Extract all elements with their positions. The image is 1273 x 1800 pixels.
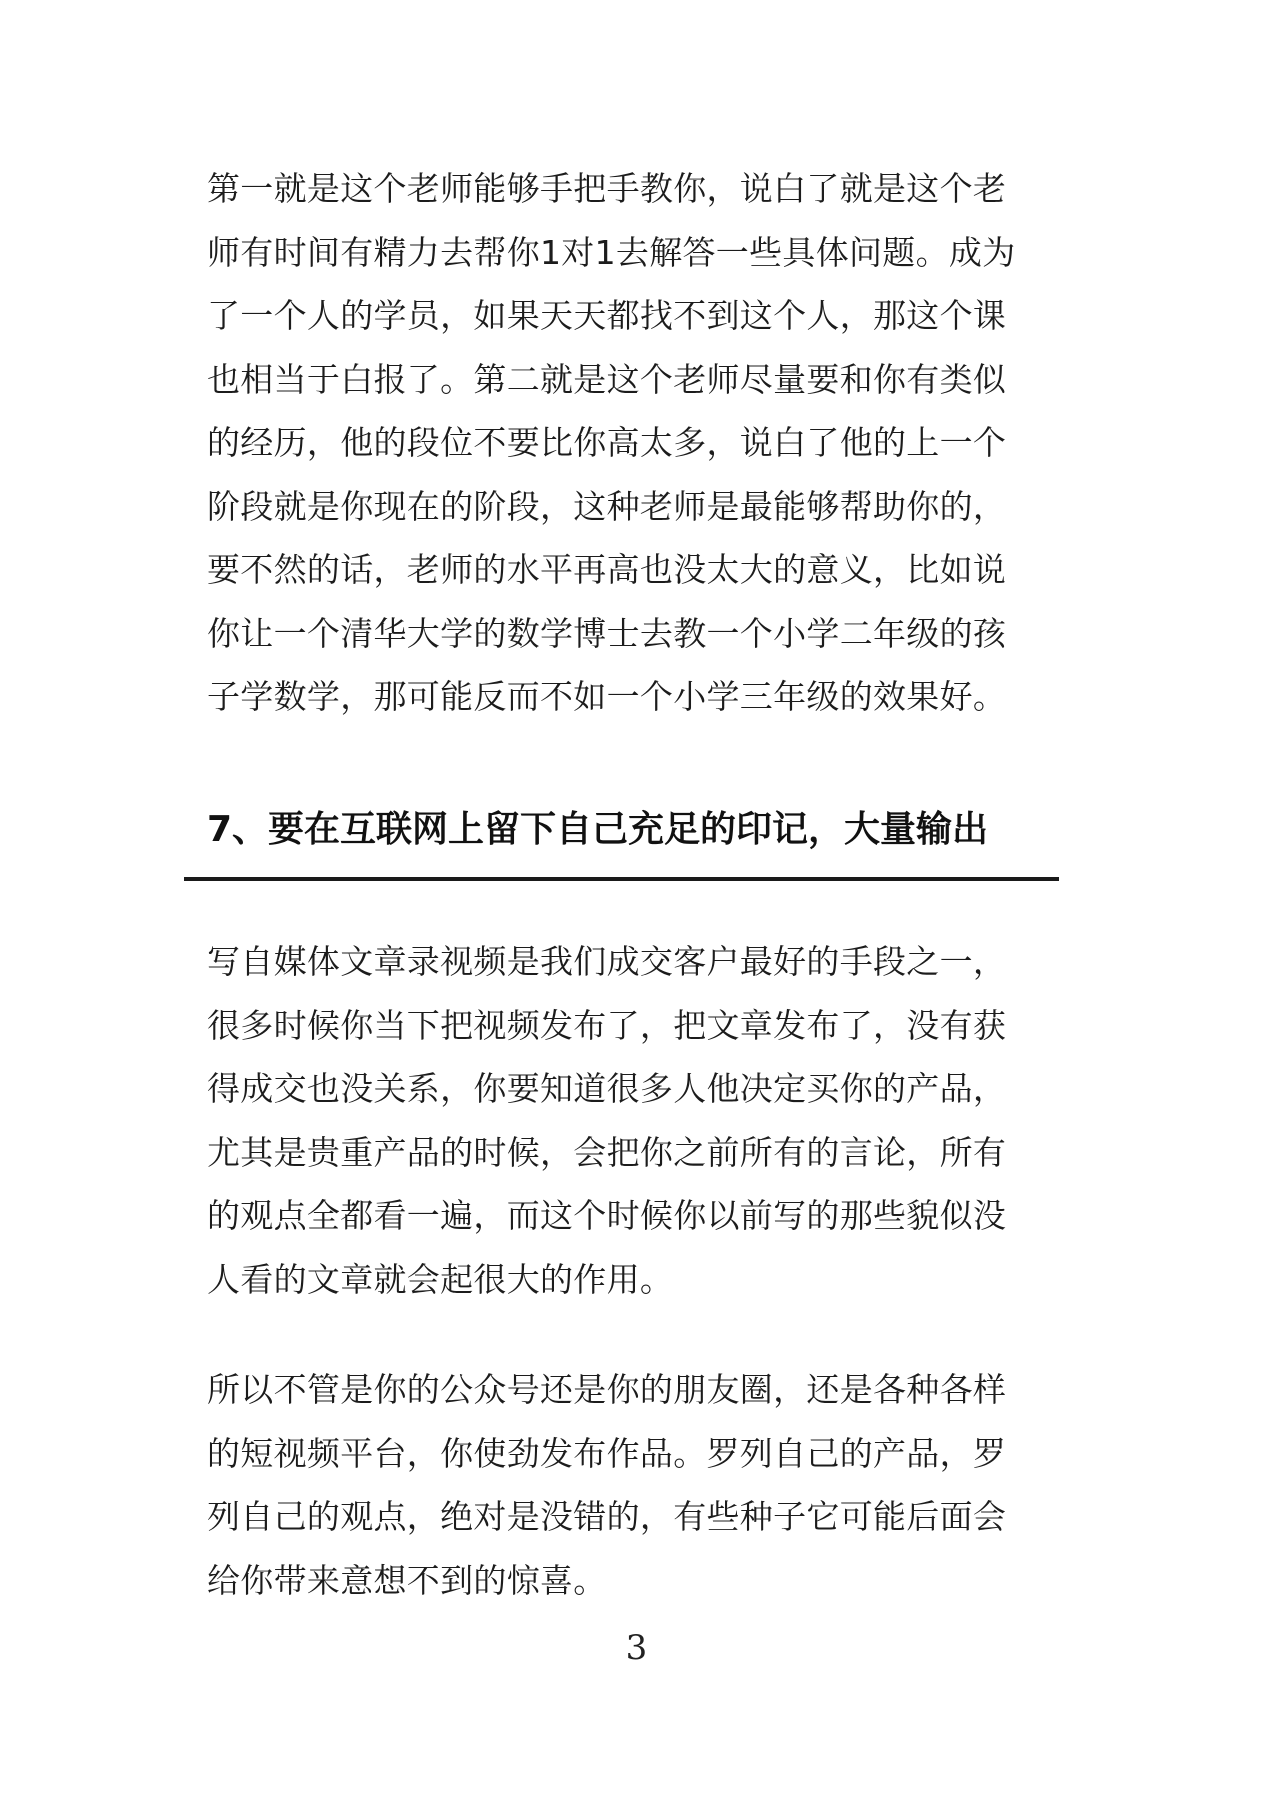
page-number: 3 (625, 1628, 648, 1668)
text-line: 给你带来意想不到的惊喜。 (207, 1560, 607, 1600)
text-line: 列自己的观点，绝对是没错的，有些种子它可能后面会 (207, 1497, 1007, 1536)
text-line: 了一个人的学员，如果天天都找不到这个人，那这个课 (207, 296, 1007, 335)
text-line: 所以不管是你的公众号还是你的朋友圈，还是各种各样 (207, 1370, 1007, 1409)
heading-divider (184, 877, 1059, 881)
text-line: 第一就是这个老师能够手把手教你，说白了就是这个老 (207, 169, 1007, 208)
text-line: 尤其是贵重产品的时候，会把你之前所有的言论，所有 (207, 1132, 1007, 1172)
section-heading: 7、要在互联网上留下自己充足的印记，大量输出 (207, 809, 989, 850)
text-line: 的经历，他的段位不要比你高太多，说白了他的上一个 (207, 423, 1007, 462)
paragraph-self-media (207, 930, 1032, 1311)
text-line: 阶段就是你现在的阶段，这种老师是最能够帮助你的， (207, 486, 1007, 526)
text-line: 写自媒体文章录视频是我们成交客户最好的手段之一， (207, 942, 1007, 981)
text-line: 子学数学，那可能反而不如一个小学三年级的效果好。 (207, 677, 1007, 716)
text-line: 的观点全都看一遍，而这个时候你以前写的那些貌似没 (207, 1196, 1007, 1235)
text-line: 得成交也没关系，你要知道很多人他决定买你的产品， (207, 1069, 1007, 1108)
text-line: 也相当于白报了。第二就是这个老师尽量要和你有类似 (207, 359, 1007, 399)
text-line: 人看的文章就会起很大的作用。 (207, 1259, 674, 1299)
text-line: 师有时间有精力去帮你1对1去解答一些具体问题。成为 (207, 232, 1016, 272)
text-line: 要不然的话，老师的水平再高也没太大的意义，比如说 (207, 550, 1007, 589)
text-line: 很多时候你当下把视频发布了，把文章发布了，没有获 (207, 1005, 1007, 1045)
text-line: 你让一个清华大学的数学博士去教一个小学二年级的孩 (207, 613, 1007, 653)
paragraph-publish-works (207, 1358, 1032, 1612)
paragraph-teacher-criteria (207, 157, 1032, 729)
text-line: 的短视频平台，你使劲发布作品。罗列自己的产品，罗 (207, 1433, 1007, 1473)
